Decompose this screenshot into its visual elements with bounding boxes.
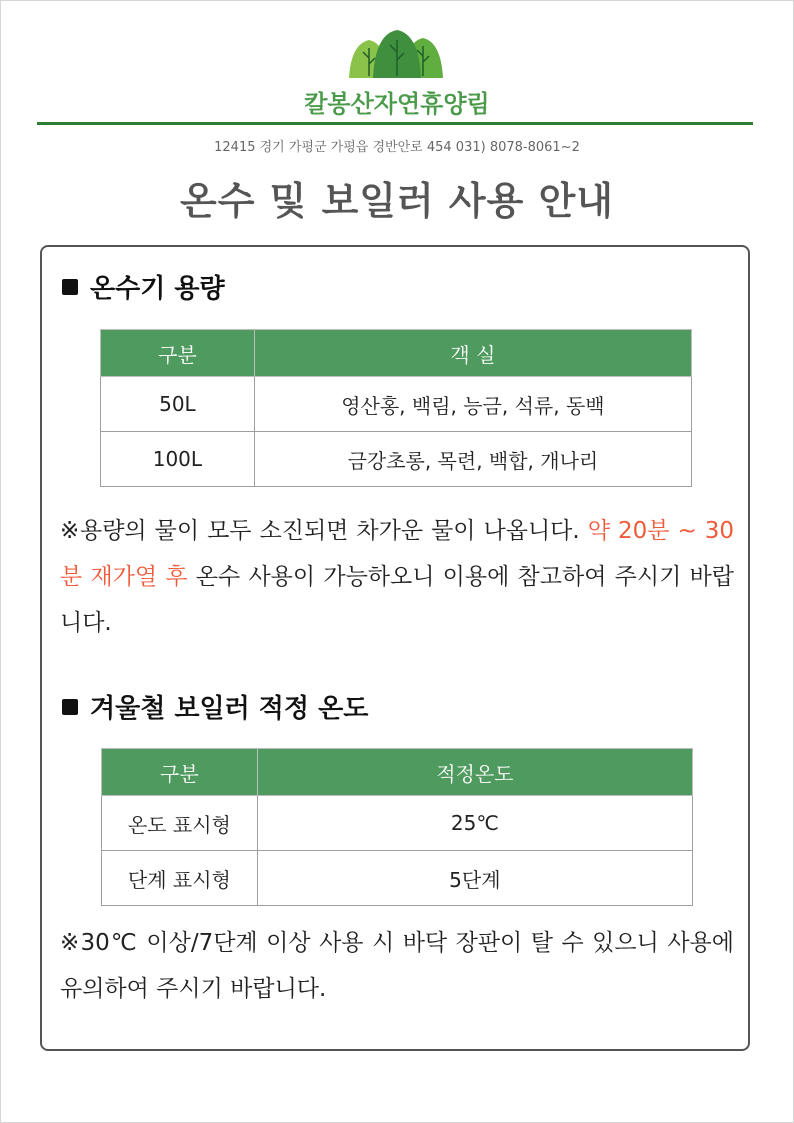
header-rule: [37, 122, 753, 125]
table-cell: 5단계: [257, 851, 692, 906]
table-cell: 온도 표시형: [102, 796, 258, 851]
table-cell: 25℃: [257, 796, 692, 851]
section-heading-hot-water: [62, 268, 225, 305]
table-cell: 단계 표시형: [102, 851, 258, 906]
tree-logo-icon: [347, 30, 447, 80]
table-cell: 영산홍, 백림, 능금, 석류, 동백: [254, 377, 691, 432]
square-bullet-icon: [62, 279, 78, 295]
table-header-cell: 구분: [101, 330, 255, 377]
hot-water-capacity-table: [100, 329, 692, 487]
table-row: [102, 796, 693, 851]
note-text: 온수 사용이 가능하오니 이용에 참고하여 주시기 바랍니다.: [60, 564, 734, 636]
hot-water-note: [60, 508, 734, 646]
page-title: 온수 및 보일러 사용 안내: [180, 179, 614, 223]
section-heading-label: 온수기 용량: [90, 274, 225, 304]
logo: [0, 30, 794, 119]
table-header-row: [101, 330, 692, 377]
table-cell: 100L: [101, 432, 255, 487]
section-heading-label: 겨울철 보일러 적정 온도: [90, 694, 369, 724]
table-row: [101, 377, 692, 432]
boiler-note: ※30℃ 이상/7단계 이상 사용 시 바닥 장판이 탈 수 있으니 사용에 유의하여 주시기 바랍니다.: [60, 930, 734, 1002]
logo-text: 칼봉산자연휴양림: [304, 90, 490, 118]
table-header-cell: 객 실: [254, 330, 691, 377]
table-header-cell: 구분: [102, 749, 258, 796]
section-heading-boiler: [62, 688, 368, 725]
table-header-cell: 적정온도: [257, 749, 692, 796]
table-header-row: [102, 749, 693, 796]
table-cell: 금강초롱, 목련, 백합, 개나리: [254, 432, 691, 487]
note-text: ※용량의 물이 모두 소진되면 차가운 물이 나옵니다.: [60, 518, 588, 544]
table-row: [102, 851, 693, 906]
table-row: [101, 432, 692, 487]
address: 12415 경기 가평군 가평읍 경반안로 454 031) 8078-8061~2: [214, 140, 580, 155]
note-highlight: 약 20분 ~ 30분 재가열 후: [60, 518, 734, 590]
square-bullet-icon: [62, 699, 78, 715]
boiler-temperature-table: [101, 748, 693, 906]
table-cell: 50L: [101, 377, 255, 432]
